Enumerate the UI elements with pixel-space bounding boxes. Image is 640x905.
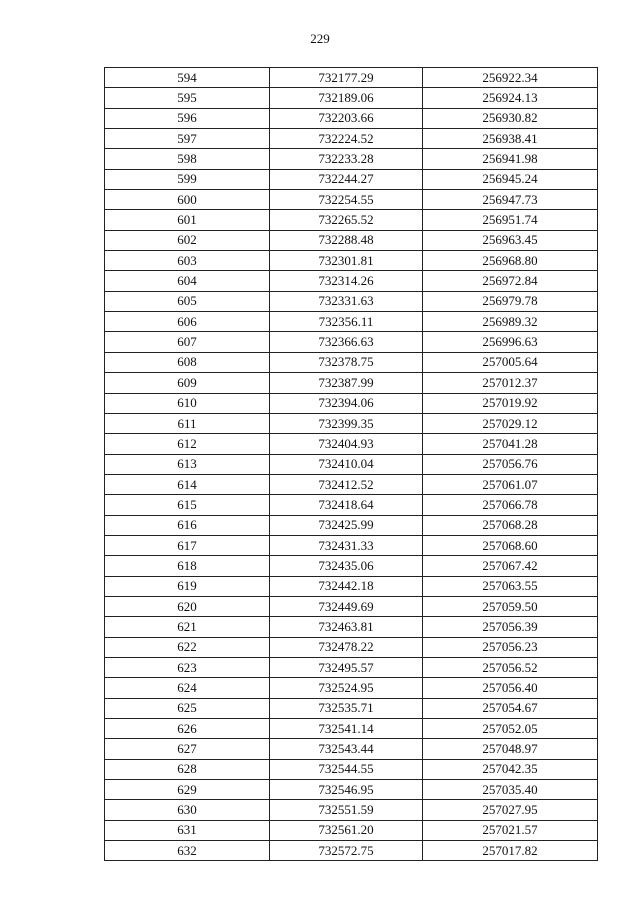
point-number-cell: 602 — [105, 230, 270, 250]
table-row — [105, 352, 598, 372]
x-coordinate-cell: 732435.06 — [270, 556, 423, 576]
table-row — [105, 129, 598, 149]
x-coordinate-cell: 732254.55 — [270, 190, 423, 210]
table-row — [105, 413, 598, 433]
point-number-cell: 625 — [105, 698, 270, 718]
x-coordinate-cell: 732418.64 — [270, 495, 423, 515]
y-coordinate-cell: 257029.12 — [423, 413, 598, 433]
point-number-cell: 615 — [105, 495, 270, 515]
y-coordinate-cell: 257068.28 — [423, 515, 598, 535]
point-number-cell: 605 — [105, 291, 270, 311]
table-row — [105, 169, 598, 189]
table-row — [105, 210, 598, 230]
y-coordinate-cell: 256930.82 — [423, 108, 598, 128]
y-coordinate-cell: 257017.82 — [423, 841, 598, 861]
point-number-cell: 626 — [105, 719, 270, 739]
point-number-cell: 628 — [105, 759, 270, 779]
point-number-cell: 604 — [105, 271, 270, 291]
point-number-cell: 620 — [105, 596, 270, 616]
table-row — [105, 657, 598, 677]
y-coordinate-cell: 256951.74 — [423, 210, 598, 230]
y-coordinate-cell: 256989.32 — [423, 312, 598, 332]
point-number-cell: 632 — [105, 841, 270, 861]
y-coordinate-cell: 257052.05 — [423, 719, 598, 739]
table-row — [105, 820, 598, 840]
y-coordinate-cell: 257067.42 — [423, 556, 598, 576]
table-row — [105, 454, 598, 474]
y-coordinate-cell: 257056.76 — [423, 454, 598, 474]
x-coordinate-cell: 732425.99 — [270, 515, 423, 535]
y-coordinate-cell: 257042.35 — [423, 759, 598, 779]
table-row — [105, 556, 598, 576]
x-coordinate-cell: 732431.33 — [270, 535, 423, 555]
table-row — [105, 535, 598, 555]
point-number-cell: 612 — [105, 434, 270, 454]
y-coordinate-cell: 257068.60 — [423, 535, 598, 555]
point-number-cell: 596 — [105, 108, 270, 128]
x-coordinate-cell: 732524.95 — [270, 678, 423, 698]
table-row — [105, 108, 598, 128]
page-number: 229 — [310, 31, 330, 46]
coordinates-table — [104, 67, 598, 861]
point-number-cell: 629 — [105, 780, 270, 800]
point-number-cell: 606 — [105, 312, 270, 332]
point-number-cell: 630 — [105, 800, 270, 820]
y-coordinate-cell: 257066.78 — [423, 495, 598, 515]
point-number-cell: 594 — [105, 68, 270, 88]
x-coordinate-cell: 732314.26 — [270, 271, 423, 291]
y-coordinate-cell: 256922.34 — [423, 68, 598, 88]
y-coordinate-cell: 257027.95 — [423, 800, 598, 820]
x-coordinate-cell: 732177.29 — [270, 68, 423, 88]
point-number-cell: 614 — [105, 474, 270, 494]
point-number-cell: 609 — [105, 373, 270, 393]
point-number-cell: 608 — [105, 352, 270, 372]
table-row — [105, 271, 598, 291]
point-number-cell: 598 — [105, 149, 270, 169]
x-coordinate-cell: 732301.81 — [270, 251, 423, 271]
table-row — [105, 474, 598, 494]
x-coordinate-cell: 732449.69 — [270, 596, 423, 616]
table-row — [105, 739, 598, 759]
y-coordinate-cell: 257021.57 — [423, 820, 598, 840]
point-number-cell: 621 — [105, 617, 270, 637]
table-row — [105, 698, 598, 718]
table-row — [105, 515, 598, 535]
x-coordinate-cell: 732244.27 — [270, 169, 423, 189]
point-number-cell: 624 — [105, 678, 270, 698]
point-number-cell: 619 — [105, 576, 270, 596]
y-coordinate-cell: 257056.39 — [423, 617, 598, 637]
table-row — [105, 291, 598, 311]
point-number-cell: 607 — [105, 332, 270, 352]
point-number-cell: 627 — [105, 739, 270, 759]
table-row — [105, 719, 598, 739]
x-coordinate-cell: 732535.71 — [270, 698, 423, 718]
y-coordinate-cell: 257012.37 — [423, 373, 598, 393]
y-coordinate-cell: 256979.78 — [423, 291, 598, 311]
y-coordinate-cell: 256996.63 — [423, 332, 598, 352]
x-coordinate-cell: 732404.93 — [270, 434, 423, 454]
coordinates-table-body — [105, 68, 598, 861]
x-coordinate-cell: 732366.63 — [270, 332, 423, 352]
y-coordinate-cell: 257056.52 — [423, 657, 598, 677]
y-coordinate-cell: 257056.40 — [423, 678, 598, 698]
table-row — [105, 434, 598, 454]
table-row — [105, 576, 598, 596]
x-coordinate-cell: 732412.52 — [270, 474, 423, 494]
x-coordinate-cell: 732442.18 — [270, 576, 423, 596]
x-coordinate-cell: 732233.28 — [270, 149, 423, 169]
table-row — [105, 88, 598, 108]
x-coordinate-cell: 732541.14 — [270, 719, 423, 739]
x-coordinate-cell: 732561.20 — [270, 820, 423, 840]
x-coordinate-cell: 732543.44 — [270, 739, 423, 759]
x-coordinate-cell: 732478.22 — [270, 637, 423, 657]
table-row — [105, 190, 598, 210]
y-coordinate-cell: 256947.73 — [423, 190, 598, 210]
y-coordinate-cell: 257041.28 — [423, 434, 598, 454]
y-coordinate-cell: 257005.64 — [423, 352, 598, 372]
table-row — [105, 332, 598, 352]
x-coordinate-cell: 732410.04 — [270, 454, 423, 474]
y-coordinate-cell: 257063.55 — [423, 576, 598, 596]
y-coordinate-cell: 257054.67 — [423, 698, 598, 718]
x-coordinate-cell: 732551.59 — [270, 800, 423, 820]
point-number-cell: 617 — [105, 535, 270, 555]
point-number-cell: 623 — [105, 657, 270, 677]
point-number-cell: 597 — [105, 129, 270, 149]
y-coordinate-cell: 256963.45 — [423, 230, 598, 250]
point-number-cell: 631 — [105, 820, 270, 840]
table-row — [105, 617, 598, 637]
y-coordinate-cell: 257019.92 — [423, 393, 598, 413]
table-row — [105, 800, 598, 820]
x-coordinate-cell: 732387.99 — [270, 373, 423, 393]
x-coordinate-cell: 732189.06 — [270, 88, 423, 108]
x-coordinate-cell: 732546.95 — [270, 780, 423, 800]
x-coordinate-cell: 732463.81 — [270, 617, 423, 637]
table-row — [105, 841, 598, 861]
y-coordinate-cell: 256972.84 — [423, 271, 598, 291]
y-coordinate-cell: 257048.97 — [423, 739, 598, 759]
y-coordinate-cell: 256941.98 — [423, 149, 598, 169]
y-coordinate-cell: 257061.07 — [423, 474, 598, 494]
table-row — [105, 678, 598, 698]
point-number-cell: 595 — [105, 88, 270, 108]
table-row — [105, 149, 598, 169]
table-row — [105, 393, 598, 413]
y-coordinate-cell: 256945.24 — [423, 169, 598, 189]
x-coordinate-cell: 732265.52 — [270, 210, 423, 230]
x-coordinate-cell: 732495.57 — [270, 657, 423, 677]
point-number-cell: 622 — [105, 637, 270, 657]
x-coordinate-cell: 732356.11 — [270, 312, 423, 332]
point-number-cell: 610 — [105, 393, 270, 413]
point-number-cell: 599 — [105, 169, 270, 189]
y-coordinate-cell: 256968.80 — [423, 251, 598, 271]
point-number-cell: 616 — [105, 515, 270, 535]
x-coordinate-cell: 732224.52 — [270, 129, 423, 149]
x-coordinate-cell: 732331.63 — [270, 291, 423, 311]
x-coordinate-cell: 732399.35 — [270, 413, 423, 433]
point-number-cell: 603 — [105, 251, 270, 271]
point-number-cell: 613 — [105, 454, 270, 474]
x-coordinate-cell: 732378.75 — [270, 352, 423, 372]
x-coordinate-cell: 732394.06 — [270, 393, 423, 413]
x-coordinate-cell: 732572.75 — [270, 841, 423, 861]
table-row — [105, 780, 598, 800]
y-coordinate-cell: 256938.41 — [423, 129, 598, 149]
table-row — [105, 495, 598, 515]
point-number-cell: 600 — [105, 190, 270, 210]
table-row — [105, 637, 598, 657]
table-row — [105, 759, 598, 779]
y-coordinate-cell: 257035.40 — [423, 780, 598, 800]
y-coordinate-cell: 257056.23 — [423, 637, 598, 657]
point-number-cell: 601 — [105, 210, 270, 230]
x-coordinate-cell: 732544.55 — [270, 759, 423, 779]
table-row — [105, 373, 598, 393]
table-row — [105, 596, 598, 616]
table-row — [105, 312, 598, 332]
table-row — [105, 230, 598, 250]
table-row — [105, 68, 598, 88]
point-number-cell: 611 — [105, 413, 270, 433]
point-number-cell: 618 — [105, 556, 270, 576]
x-coordinate-cell: 732203.66 — [270, 108, 423, 128]
y-coordinate-cell: 256924.13 — [423, 88, 598, 108]
x-coordinate-cell: 732288.48 — [270, 230, 423, 250]
table-row — [105, 251, 598, 271]
y-coordinate-cell: 257059.50 — [423, 596, 598, 616]
